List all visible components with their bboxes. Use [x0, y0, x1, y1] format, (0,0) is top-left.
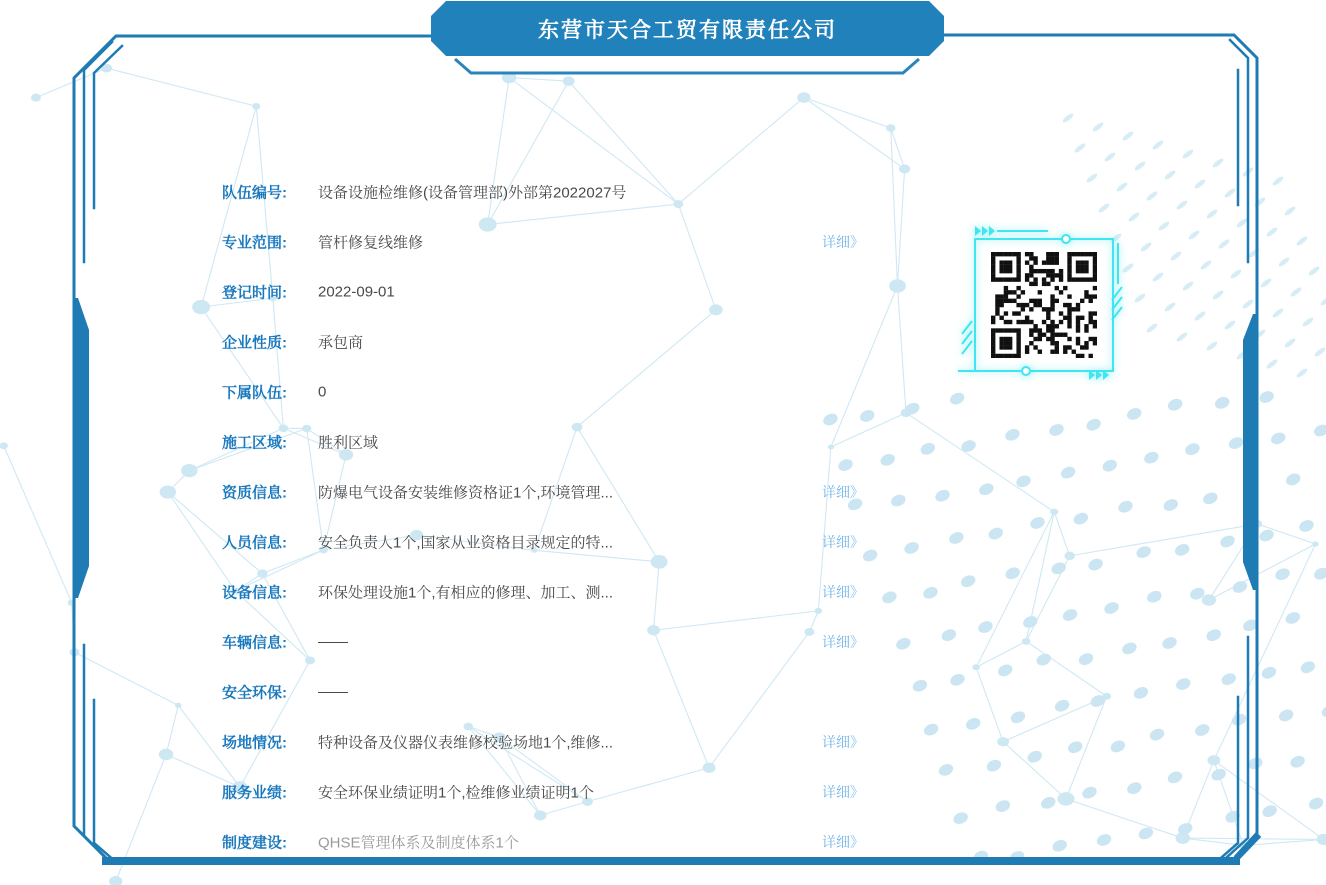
field-row: [0, 617, 1326, 667]
field-row: [0, 767, 1326, 817]
field-value: 特种设备及仪器仪表维修校验场地1个,维修...: [318, 734, 614, 752]
field-value: 0: [318, 383, 327, 401]
detail-link[interactable]: 详细》: [822, 534, 864, 550]
field-row: [0, 217, 1326, 267]
field-label: 专业范围:: [222, 234, 287, 252]
field-label: 设备信息:: [222, 584, 287, 602]
detail-link[interactable]: 详细》: [822, 484, 864, 500]
field-value: 管杆修复线维修: [318, 234, 424, 252]
field-value: 设备设施检维修(设备管理部)外部第2022027号: [318, 184, 627, 202]
field-row: [0, 517, 1326, 567]
field-value: 2022-09-01: [318, 283, 395, 301]
field-label: 企业性质:: [222, 334, 287, 352]
field-label: 施工区域:: [222, 434, 287, 452]
field-label: 安全环保:: [222, 684, 287, 702]
field-row: [0, 267, 1326, 317]
field-row: [0, 317, 1326, 367]
field-row: [0, 717, 1326, 767]
detail-link[interactable]: 详细》: [822, 834, 864, 850]
field-row: [0, 167, 1326, 217]
field-label: 队伍编号:: [222, 184, 287, 202]
detail-link[interactable]: 详细》: [822, 784, 864, 800]
field-value: 安全环保业绩证明1个,检维修业绩证明1个: [318, 784, 594, 802]
detail-link[interactable]: 详细》: [822, 734, 864, 750]
detail-link[interactable]: 详细》: [822, 584, 864, 600]
field-row: [0, 417, 1326, 467]
field-value: 安全负责人1个,国家从业资格目录规定的特...: [318, 534, 614, 552]
detail-link[interactable]: 详细》: [822, 634, 864, 650]
field-value: QHSE管理体系及制度体系1个: [318, 834, 519, 852]
company-banner: [431, 0, 944, 57]
field-label: 制度建设:: [222, 834, 287, 852]
field-row: [0, 367, 1326, 417]
field-value: ——: [318, 683, 348, 701]
field-value: 防爆电气设备安装维修资格证1个,环境管理...: [318, 484, 614, 502]
field-value: ——: [318, 633, 348, 651]
field-label: 场地情况:: [222, 734, 287, 752]
field-row: [0, 667, 1326, 717]
field-row: [0, 567, 1326, 617]
field-value: 环保处理设施1个,有相应的修理、加工、测...: [318, 584, 614, 602]
field-label: 登记时间:: [222, 284, 287, 302]
field-value: 承包商: [318, 334, 364, 352]
detail-link[interactable]: 详细》: [822, 234, 864, 250]
field-label: 服务业绩:: [222, 784, 287, 802]
field-value: 胜利区域: [318, 434, 379, 452]
field-label: 下属队伍:: [222, 384, 287, 402]
field-label: 资质信息:: [222, 484, 287, 502]
field-row: [0, 817, 1326, 867]
field-label: 人员信息:: [222, 534, 287, 552]
field-row: [0, 467, 1326, 517]
field-label: 车辆信息:: [222, 634, 287, 652]
page-title: 东营市天合工贸有限责任公司: [538, 18, 837, 42]
